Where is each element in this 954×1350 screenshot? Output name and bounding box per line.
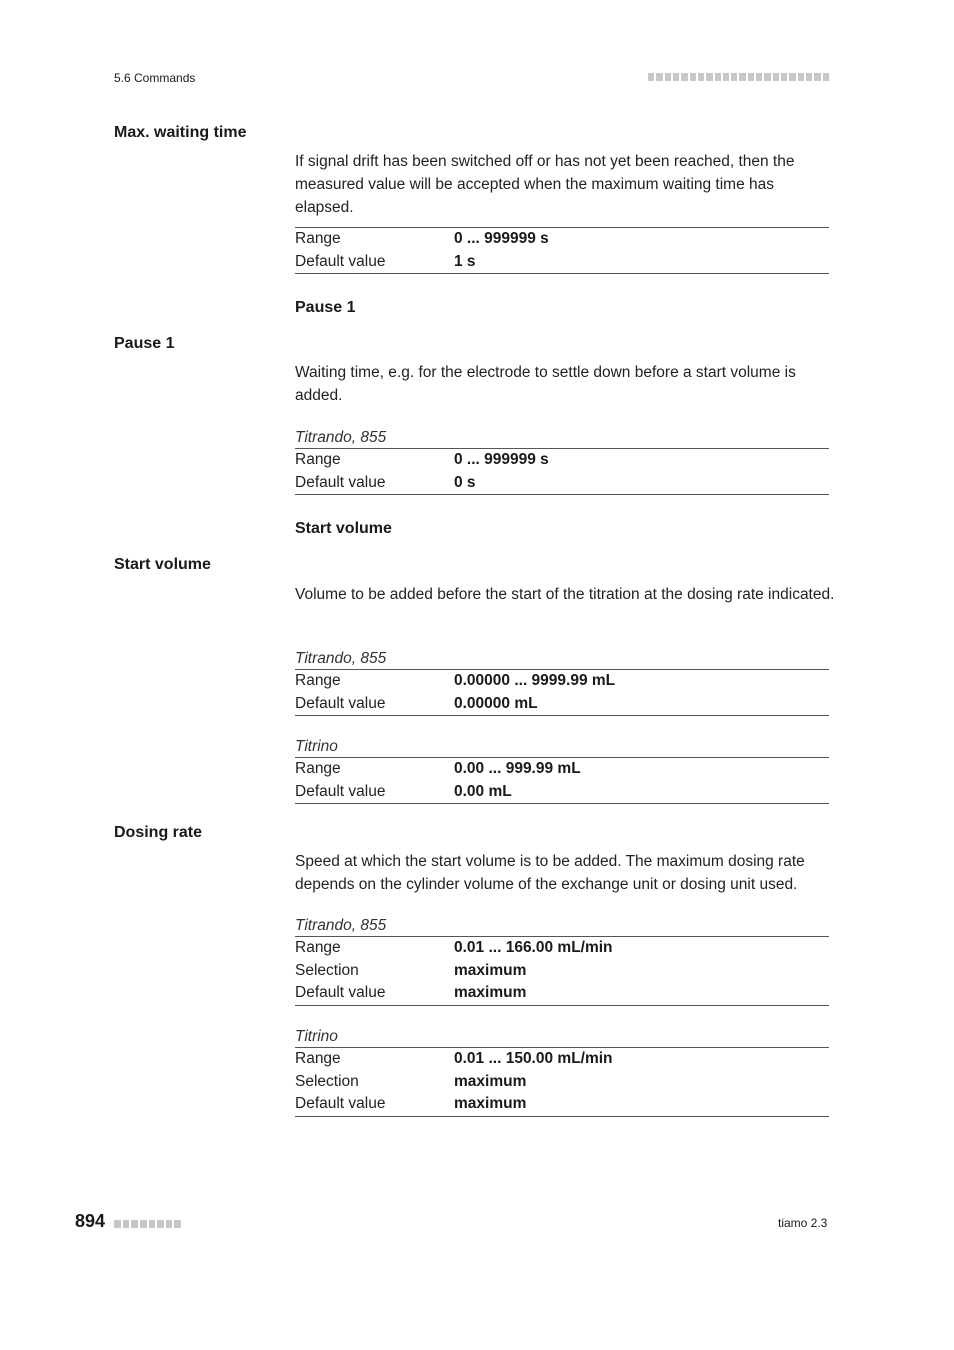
- header-decoration: [648, 72, 829, 82]
- table-value: 0 s: [454, 473, 476, 491]
- table-value: maximum: [454, 984, 527, 1001]
- table-key: Selection: [295, 1072, 359, 1090]
- table-value: 0.00 mL: [454, 782, 512, 800]
- subsection-heading-start-volume: Start volume: [295, 520, 392, 537]
- table-value: 0.00000 mL: [454, 694, 538, 712]
- param-table: [295, 227, 829, 274]
- table-value: maximum: [454, 961, 527, 979]
- table-key: Default value: [295, 782, 386, 800]
- subsection-heading-pause-1: Pause 1: [295, 299, 356, 316]
- table-value: 0.00000 ... 9999.99 mL: [454, 672, 616, 689]
- param-description: Volume to be added before the start of the titration at the dosing rate indicated.: [295, 586, 835, 603]
- table-key: Range: [295, 230, 341, 247]
- table-key: Range: [295, 672, 341, 689]
- table-key: Range: [295, 760, 341, 777]
- table-value: 0.01 ... 166.00 mL/min: [454, 939, 613, 956]
- table-key: Range: [295, 1050, 341, 1067]
- table-key: Default value: [295, 1095, 386, 1112]
- param-table: [295, 427, 829, 495]
- table-key: Default value: [295, 694, 386, 712]
- param-table: [295, 648, 829, 716]
- table-value: 0 ... 999999 s: [454, 230, 549, 247]
- table-value: maximum: [454, 1072, 527, 1090]
- table-key: Default value: [295, 984, 386, 1001]
- running-header-section: 5.6 Commands: [114, 71, 196, 85]
- param-description: Waiting time, e.g. for the electrode to settle down before a start volume is added.: [295, 364, 796, 404]
- param-label-dosing-rate: Dosing rate: [114, 824, 203, 841]
- param-table: [295, 736, 829, 804]
- footer-decoration: [114, 1220, 181, 1228]
- table-key: Range: [295, 939, 341, 956]
- param-label-max-waiting-time: Max. waiting time: [114, 124, 247, 141]
- table-value: 0 ... 999999 s: [454, 451, 549, 468]
- table-value: 0.00 ... 999.99 mL: [454, 760, 581, 777]
- table-caption: Titrando, 855: [295, 650, 387, 667]
- table-value: 1 s: [454, 252, 476, 270]
- footer-product: tiamo 2.3: [778, 1216, 828, 1230]
- table-value: maximum: [454, 1095, 527, 1112]
- table-key: Default value: [295, 473, 386, 491]
- param-description: If signal drift has been switched off or has not yet been reached, then the measured value will be accepted when the maximum waiting time has elapsed.: [295, 153, 795, 216]
- param-label-start-volume: Start volume: [114, 556, 211, 573]
- table-caption: Titrino: [295, 1028, 338, 1045]
- page-number: 894: [75, 1211, 106, 1231]
- table-caption: Titrando, 855: [295, 917, 387, 934]
- table-key: Default value: [295, 252, 386, 270]
- param-table: [295, 915, 829, 1006]
- table-key: Range: [295, 451, 341, 468]
- table-value: 0.01 ... 150.00 mL/min: [454, 1050, 613, 1067]
- table-key: Selection: [295, 961, 359, 979]
- param-label-pause-1: Pause 1: [114, 335, 175, 352]
- table-caption: Titrino: [295, 738, 338, 755]
- param-description: Speed at which the start volume is to be added. The maximum dosing rate depends on the cylinder volume of the exchange unit or dosing unit used.: [295, 853, 805, 893]
- param-table: [295, 1026, 829, 1117]
- table-caption: Titrando, 855: [295, 429, 387, 446]
